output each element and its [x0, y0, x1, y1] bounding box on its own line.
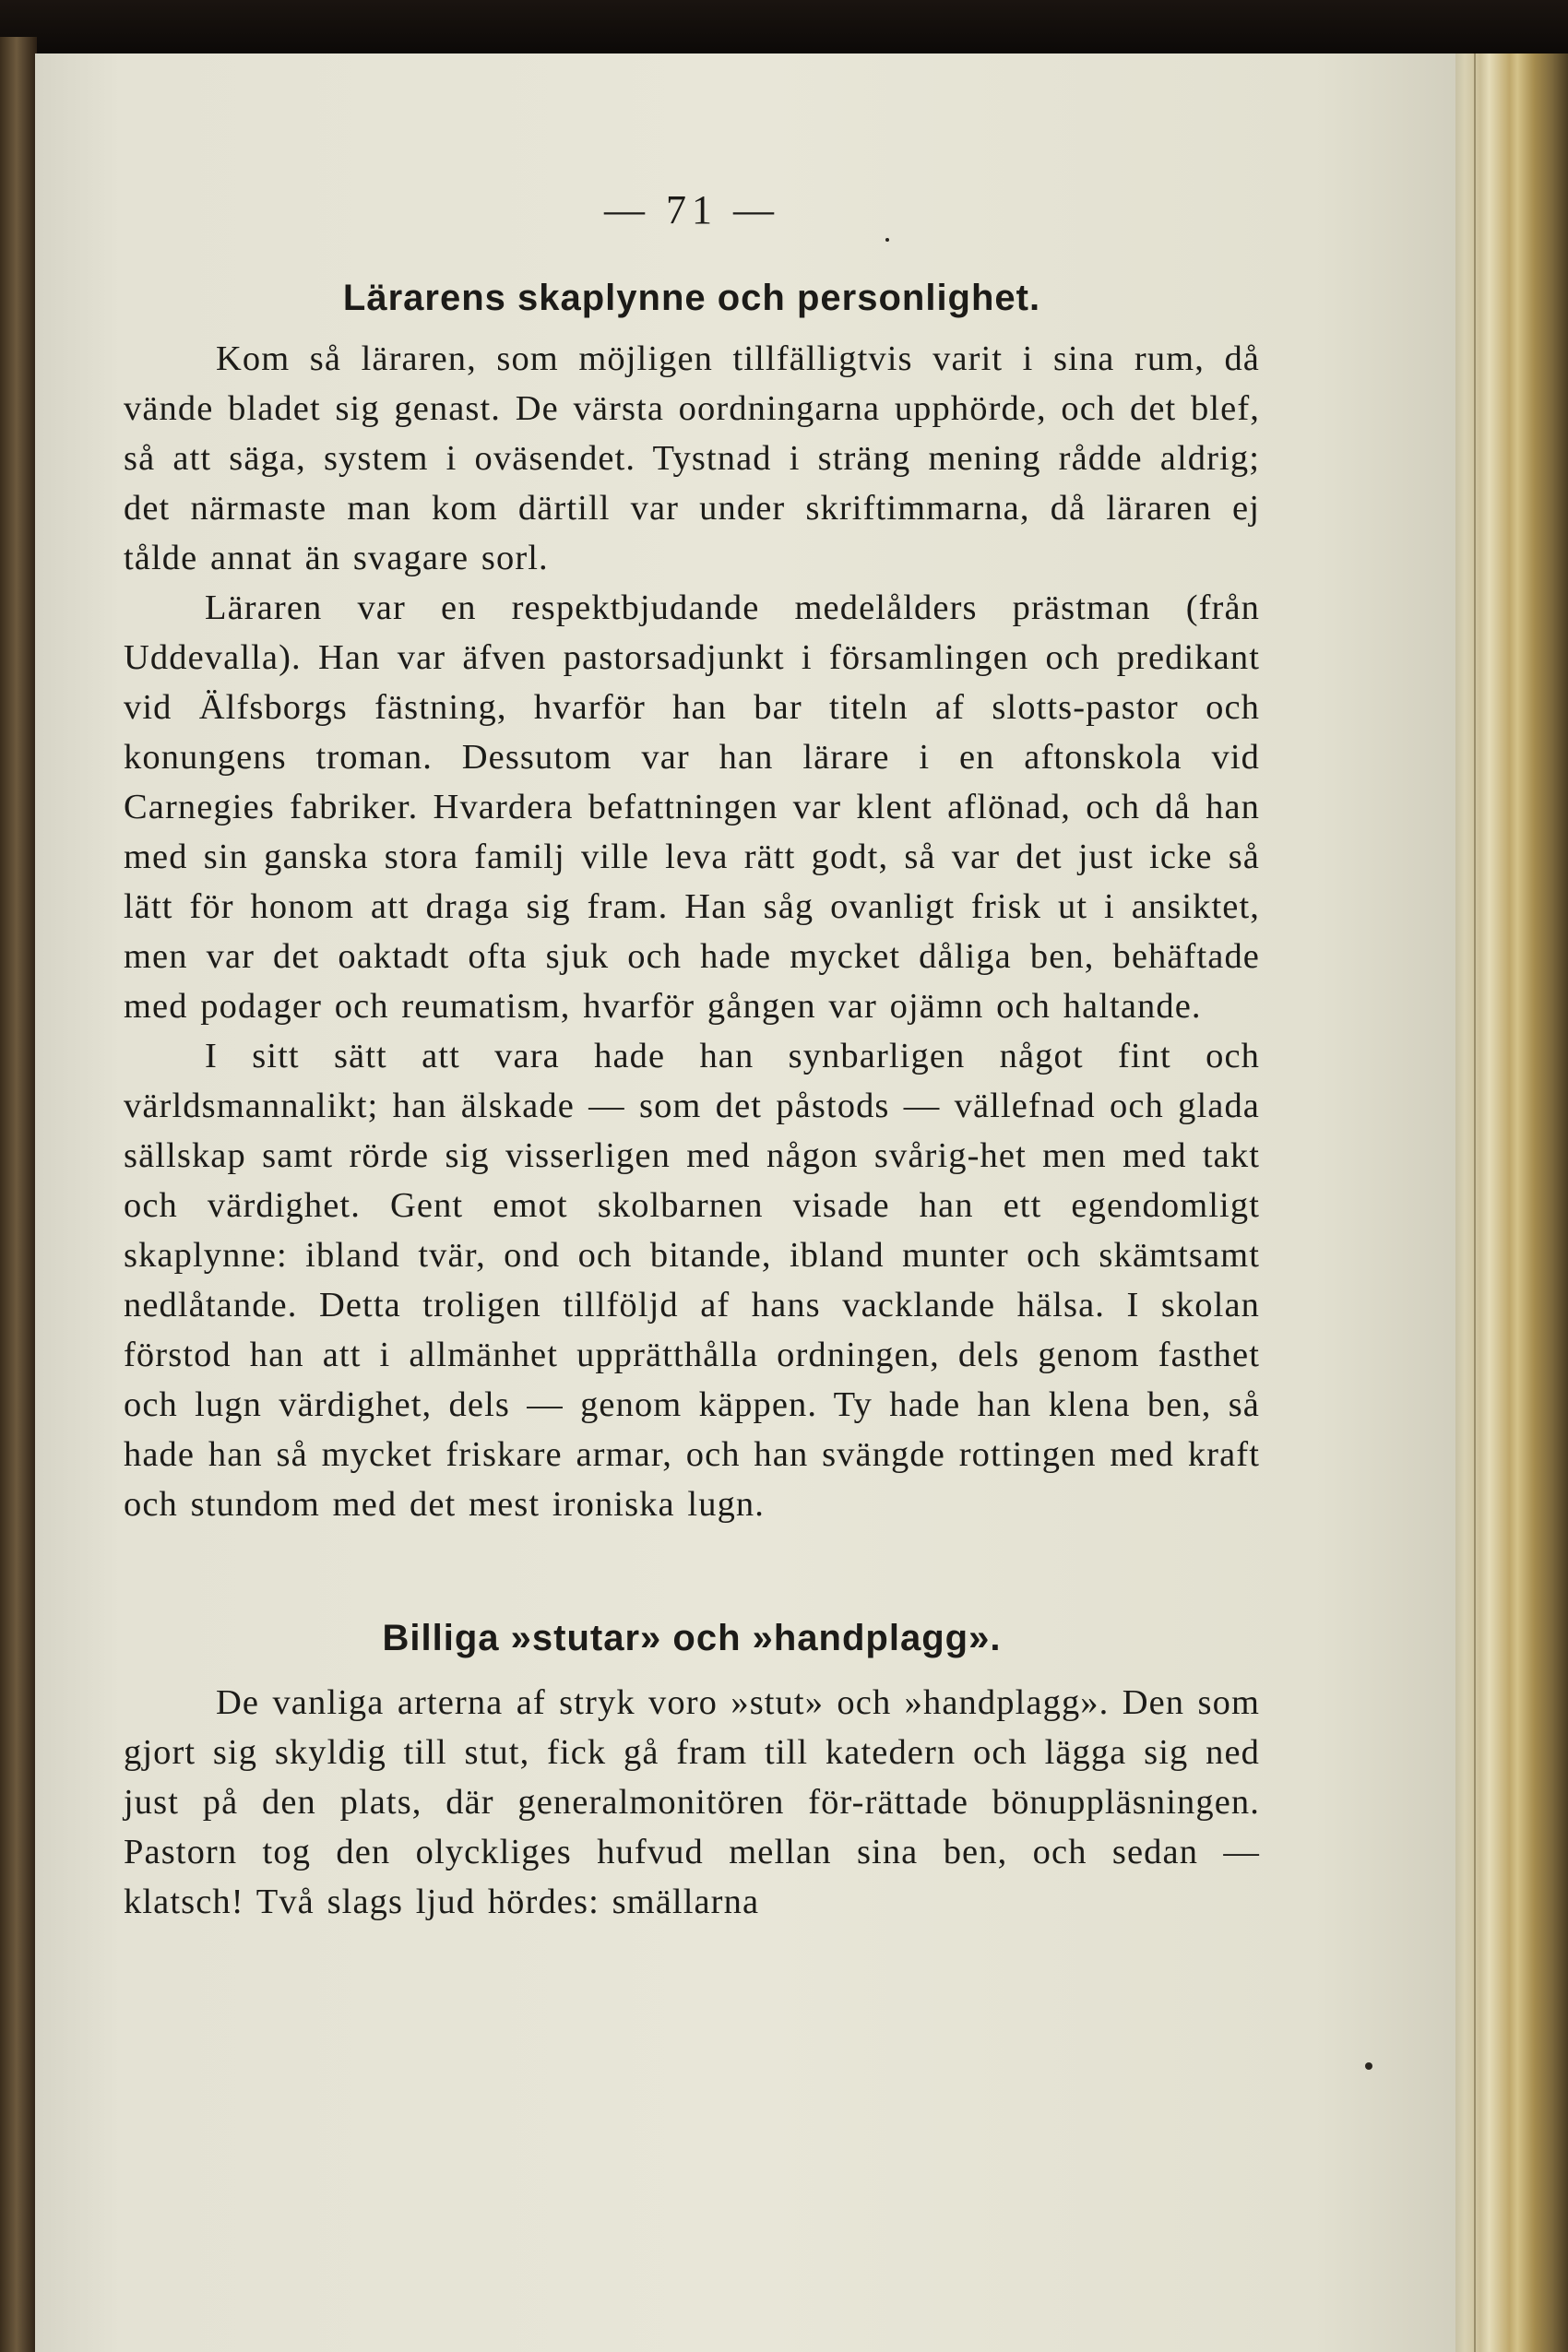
paragraph: I sitt sätt att vara hade han synbarligen något fint och världsmannalikt; han älskade — som det påstods — vällefnad och glada sällskap samt rörde sig visserligen med någon svårig-het men med takt och värdighet. Gent emot skolbarnen visade han ett egendomligt skaplynne: ibland tvär, ond och bitande, ibland munter och skämtsamt nedlåtande. Detta troligen tillföljd af hans vacklande hälsa. I skolan förstod han att i allmänhet upprätthålla ordningen, dels genom fasthet och lugn värdighet, dels — genom käppen. Ty hade han klena ben, så hade han så mycket friskare armar, och han svängde rottingen med kraft och stundom med det mest ironiska lugn.	[124, 1037, 1260, 1524]
page-stack-edge	[1455, 53, 1568, 2352]
section-heading: Billiga »stutar» och »handplagg».	[382, 1618, 1002, 1658]
page-speck	[1365, 2062, 1372, 2070]
page-number: — 71 —	[604, 187, 779, 232]
paragraph: Kom så läraren, som möjligen tillfälligtvis varit i sina rum, då vände bladet sig genast. De värsta oordningarna upphörde, och det blef, så att säga, system i oväsendet. Tystnad i sträng mening rådde aldrig; det närmaste man kom därtill var under skriftimmarna, då läraren ej tålde annat än svagare sorl.	[124, 339, 1260, 577]
paragraph: De vanliga arterna af stryk voro »stut» och »handplagg». Den som gjort sig skyldig till stut, fick gå fram till katedern och lägga sig ned just på den plats, där generalmonitören för-rättade bönuppläsningen. Pastorn tog den olyckliges hufvud mellan sina ben, och sedan — klatsch! Två slags ljud hördes: smällarna	[124, 1683, 1260, 1921]
previous-page-edge	[0, 37, 37, 2352]
section-heading: Lärarens skaplynne och personlighet.	[342, 278, 1041, 318]
paragraph: Läraren var en respektbjudande medelålders prästman (från Uddevalla). Han var äfven pastorsadjunkt i församlingen och predikant vid Älfsborgs fästning, hvarför han bar titeln af slotts-pastor och konungens troman. Dessutom var han lärare i en aftonskola vid Carnegies fabriker. Hvardera befattningen var klent aflönad, och då han med sin ganska stora familj ville leva rätt godt, så var det just icke så lätt för honom att draga sig fram. Han såg ovanligt frisk ut i ansiktet, men var det oaktadt ofta sjuk och hade mycket dåliga ben, behäftade med podager och reumatism, hvarför gången var ojämn och haltande.	[124, 588, 1260, 1026]
page-speck	[885, 238, 889, 242]
page-text	[124, 166, 1260, 1927]
